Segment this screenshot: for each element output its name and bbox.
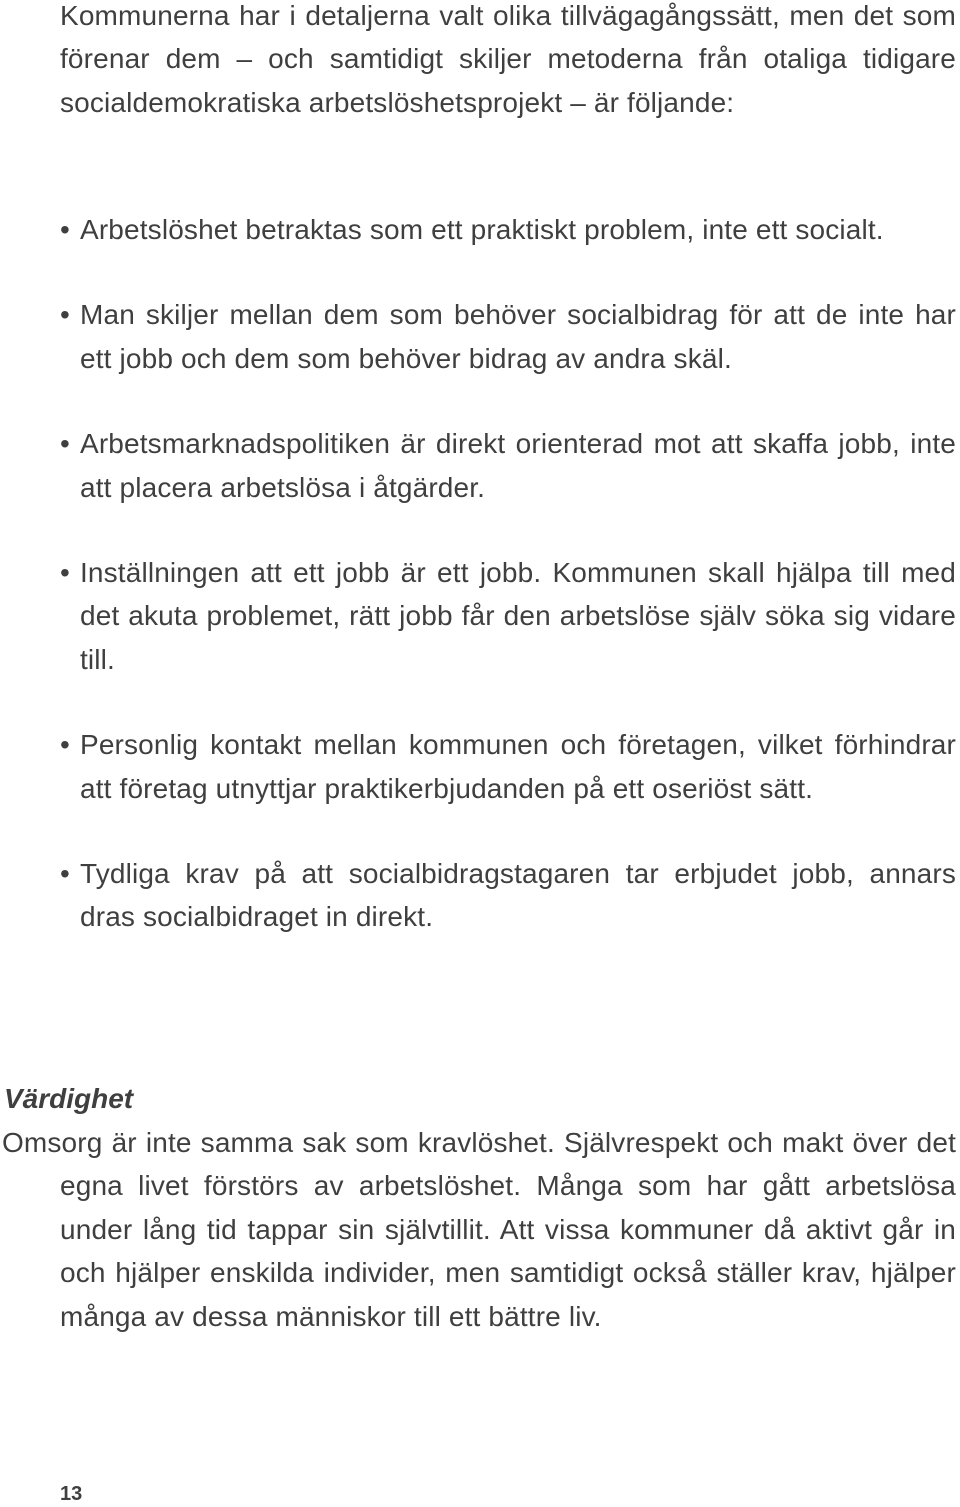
bullet-icon: •: [60, 557, 70, 589]
bullet-icon: •: [60, 858, 70, 890]
list-item-text: Personlig kontakt mellan kommunen och företagen, vilket förhindrar att företag utnyttjar praktikerbjudanden på ett oseriöst sätt.: [80, 729, 956, 804]
list-item: [60, 551, 956, 681]
list-item: [60, 293, 956, 380]
list-item-text: Tydliga krav på att socialbidragstagaren tar erbjudet jobb, annars dras socialbidraget in direkt.: [80, 858, 956, 933]
intro-paragraph: Kommunerna har i detaljerna valt olika tillvägagångssätt, men det som förenar dem – och samtidigt skiljer metoderna från otaliga tidigare socialdemokratiska arbetslöshetsprojekt – är följande:: [60, 0, 956, 118]
list-item: [60, 208, 956, 251]
bullet-list: [60, 208, 956, 939]
list-item: [60, 852, 956, 939]
list-item-text: Arbetsmarknadspolitiken är direkt orienterad mot att skaffa jobb, inte att placera arbetslösa i åtgärder.: [80, 428, 956, 503]
list-item: [60, 723, 956, 810]
bullet-icon: •: [60, 729, 70, 761]
bullet-icon: •: [60, 299, 70, 331]
list-item-text: Inställningen att ett jobb är ett jobb. Kommunen skall hjälpa till med det akuta problemet, rätt jobb får den arbetslöse själv söka sig vidare till.: [80, 557, 956, 675]
list-item-text: Arbetslöshet betraktas som ett praktiskt problem, inte ett socialt.: [80, 214, 884, 245]
bullet-icon: •: [60, 428, 70, 460]
list-item: [60, 422, 956, 509]
section-heading: Värdighet: [4, 1083, 134, 1114]
page-number: 13: [60, 1483, 83, 1505]
list-item-text: Man skiljer mellan dem som behöver socialbidrag för att de inte har ett jobb och dem som behöver bidrag av andra skäl.: [80, 299, 956, 374]
section-paragraph: Omsorg är inte samma sak som kravlöshet. Självrespekt och makt över det egna livet förstörs av arbetslöshet. Många som har gått arbetslösa under lång tid tappar sin självtillit. Att vissa kommuner då aktivt går in och hjälper enskilda individer, men samtidigt också ställer krav, hjälper många av dessa människor till ett bättre liv.: [2, 1127, 956, 1332]
bullet-icon: •: [60, 214, 70, 245]
